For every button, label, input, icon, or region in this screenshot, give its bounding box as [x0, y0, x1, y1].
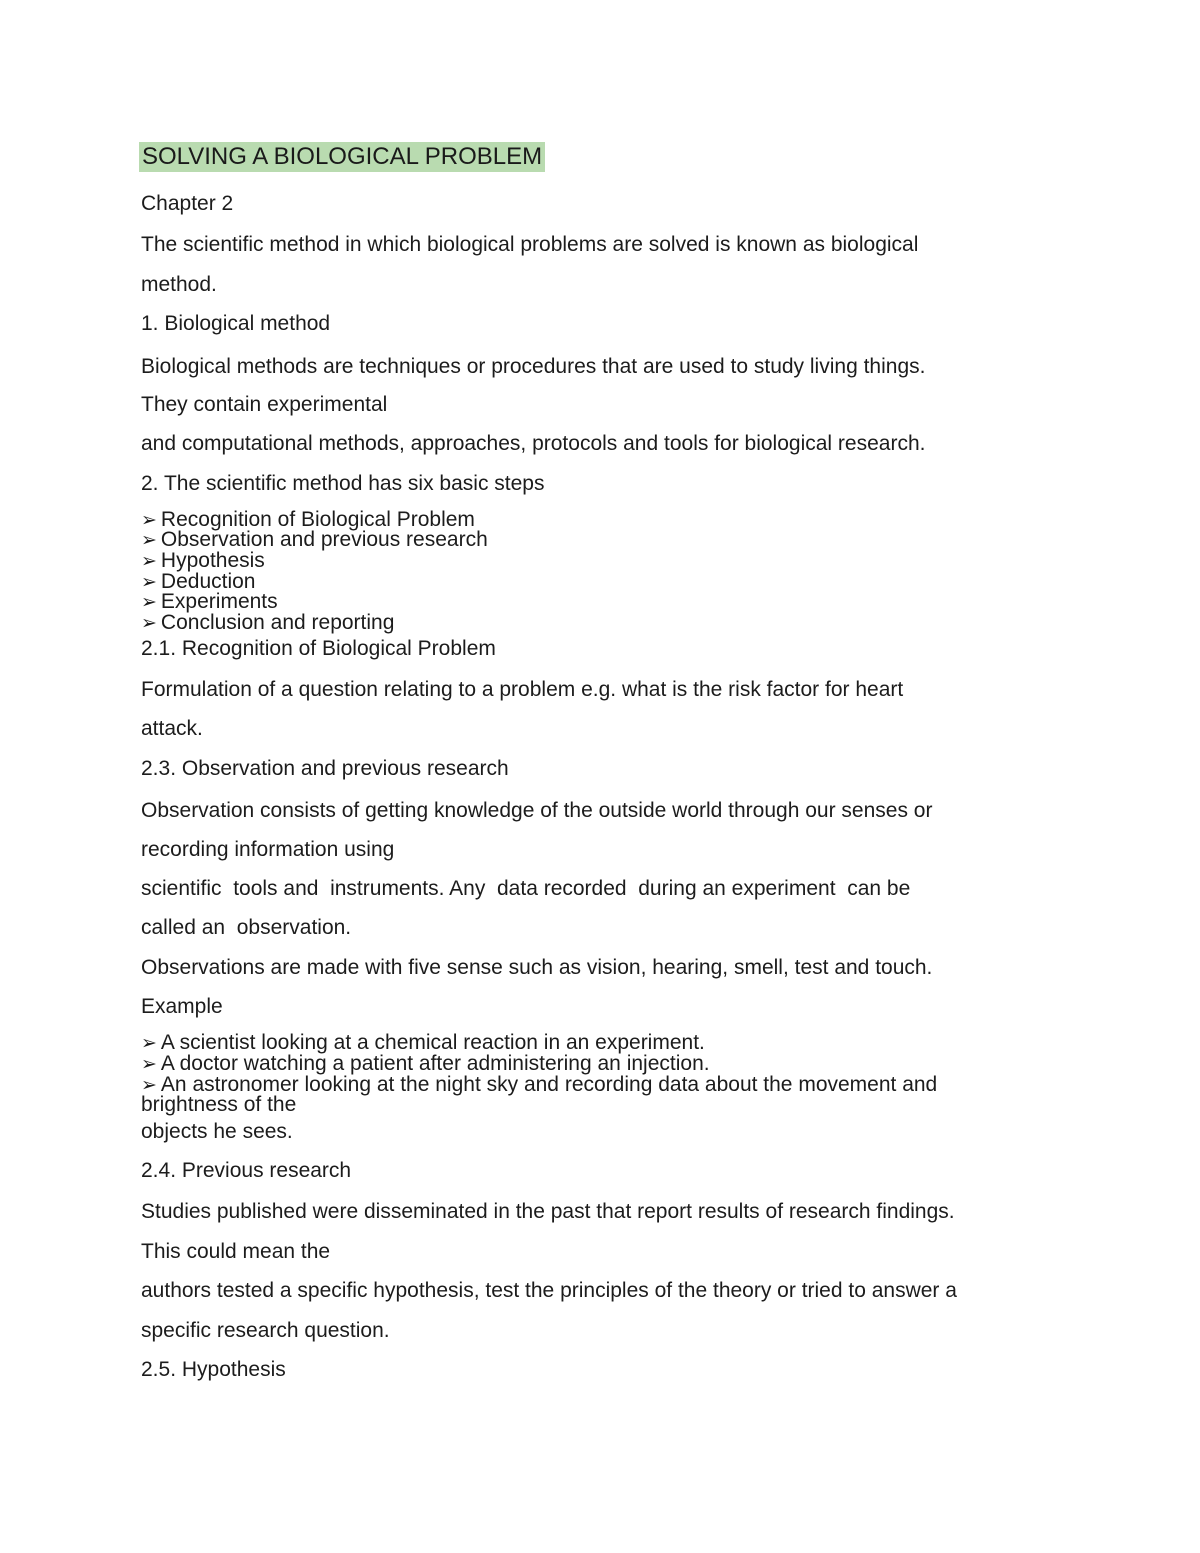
example-text-continuation: objects he sees. [141, 1120, 293, 1143]
section-heading-previous-research: 2.4. Previous research [141, 1159, 352, 1182]
paragraph-line: scientific tools and instruments. Any data recorded during an experiment can be [141, 877, 911, 900]
section-heading-hypothesis: 2.5. Hypothesis [141, 1358, 286, 1381]
arrowhead-bullet-icon: ➢ [141, 1074, 157, 1096]
example-text: A doctor watching a patient after administering an injection. [160, 1052, 710, 1075]
step-label: Hypothesis [160, 549, 265, 572]
arrowhead-bullet-icon: ➢ [141, 509, 157, 531]
paragraph-line: Studies published were disseminated in the past that report results of research findings. [141, 1200, 955, 1223]
paragraph-line: Observations are made with five sense such as vision, hearing, smell, test and touch. [141, 956, 933, 979]
step-label: Deduction [160, 570, 256, 593]
document-title: SOLVING A BIOLOGICAL PROBLEM [139, 142, 545, 172]
paragraph-line: This could mean the [141, 1240, 331, 1263]
step-list-item [141, 529, 488, 551]
section-heading-observation: 2.3. Observation and previous research [141, 757, 509, 780]
step-label: Recognition of Biological Problem [160, 508, 475, 531]
paragraph-line: attack. [141, 717, 203, 740]
paragraph-line: Biological methods are techniques or procedures that are used to study living things. [141, 355, 926, 378]
example-label: Example [141, 995, 223, 1018]
paragraph-line: called an observation. [141, 916, 352, 939]
example-list-item [141, 1032, 705, 1054]
step-label: Experiments [160, 590, 278, 613]
example-list-item [141, 1053, 710, 1075]
step-list-item [141, 612, 394, 634]
paragraph-line: and computational methods, approaches, protocols and tools for biological research. [141, 432, 926, 455]
step-label: Observation and previous research [160, 528, 488, 551]
paragraph-line: They contain experimental [141, 393, 388, 416]
example-text: An astronomer looking at the night sky and recording data about the movement and [160, 1073, 938, 1096]
paragraph-line: recording information using [141, 838, 395, 861]
arrowhead-bullet-icon: ➢ [141, 529, 157, 551]
step-label: Conclusion and reporting [160, 611, 395, 634]
paragraph-line: Formulation of a question relating to a problem e.g. what is the risk factor for heart [141, 678, 904, 701]
arrowhead-bullet-icon: ➢ [141, 612, 157, 634]
section-heading-recognition: 2.1. Recognition of Biological Problem [141, 637, 496, 660]
step-list-item [141, 550, 265, 572]
arrowhead-bullet-icon: ➢ [141, 1053, 157, 1075]
arrowhead-bullet-icon: ➢ [141, 1032, 157, 1054]
intro-text-line: method. [141, 273, 217, 296]
paragraph-line: authors tested a specific hypothesis, test the principles of the theory or tried to answer a [141, 1279, 957, 1302]
arrowhead-bullet-icon: ➢ [141, 571, 157, 593]
chapter-label: Chapter 2 [141, 192, 234, 215]
step-list-item [141, 591, 278, 613]
arrowhead-bullet-icon: ➢ [141, 591, 157, 613]
intro-text-line: The scientific method in which biological problems are solved is known as biological [141, 233, 919, 256]
section-heading-biological-method: 1. Biological method [141, 312, 331, 335]
example-text-continuation: brightness of the [141, 1093, 297, 1116]
section-heading-six-steps: 2. The scientific method has six basic steps [141, 472, 545, 495]
arrowhead-bullet-icon: ➢ [141, 550, 157, 572]
example-text: A scientist looking at a chemical reaction in an experiment. [160, 1031, 705, 1054]
paragraph-line: Observation consists of getting knowledge of the outside world through our senses or [141, 799, 933, 822]
paragraph-line: specific research question. [141, 1319, 390, 1342]
